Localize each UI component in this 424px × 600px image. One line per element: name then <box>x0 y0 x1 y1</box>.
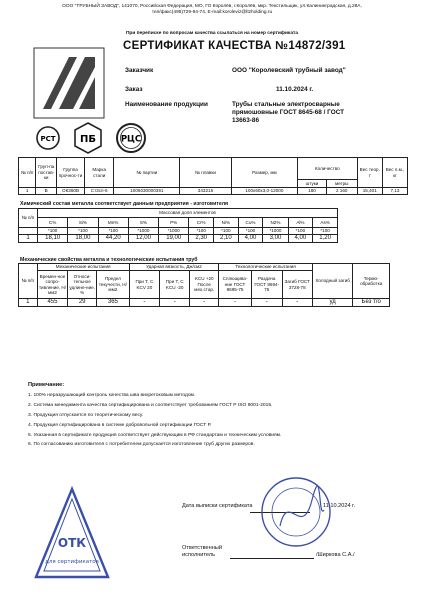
order-value: 11.10.2024 г. <box>276 86 314 93</box>
issue-date-value: 11.10.2024 г. <box>323 503 356 509</box>
svg-text:для сертификатов: для сертификатов <box>45 559 99 565</box>
company-logo <box>33 47 105 119</box>
mech-table: № п/п Механические испытания Ударная вязкость, Дж/см2 Технологические испытания Холодный загиб Термо-обработка Времен-ное сопро-тивление, Н/мм2 Относи-тельное удлине-ние, % Предел текучести, Н/мм2 При Т, С KCV 20 При Т, С KCU -20 KCU +20 После мех.стар. Сплющива-ние ГОСТ 8695-75 Раздача ГОСТ 8694-75 Загиб ГОСТ 3728-78 1 455 29 365 - - - - - - уд Без т/о <box>18 263 390 307</box>
certificate-title: СЕРТИФИКАТ КАЧЕСТВА №14872/391 <box>123 40 346 52</box>
customer-value: ООО "Королевский трубный завод" <box>232 67 346 74</box>
product-value: Трубы стальные электросварные прямошовные ГОСТ 8645-68 / ГОСТ 13663-86 <box>232 101 345 124</box>
svg-text:РЦС: РЦС <box>120 134 142 145</box>
company-seal <box>258 470 334 554</box>
note-item: 4. Продукция сертифицирована в системе добровольной сертификации ГОСТ Р. <box>28 422 212 428</box>
otk-stamp <box>32 485 112 581</box>
responsible-name: /Ширкова С.А./ <box>316 552 355 558</box>
responsible-signature-line <box>230 558 314 559</box>
table-row: 1 18,10 18,00 44,20 12,00 19,00 2,30 2,10 4,00 3,00 4,00 1,20 <box>19 235 338 243</box>
note-item: 1. 100% неразрушающий контроль качества шва вихретоковым методом. <box>28 392 196 398</box>
note-item: 3. Продукция отпускается по теоретическому весу. <box>28 412 144 418</box>
rcs-cert-icon <box>115 122 147 154</box>
header-contacts: тел/факс(495)729-94-74, E-mail:koroleviz@ltzholding.ru <box>151 10 273 16</box>
notes-heading: Примечание: <box>28 382 65 388</box>
svg-text:РСТ: РСТ <box>40 135 56 143</box>
company-header <box>0 4 424 16</box>
note-item: 2. Система менеджмента качества сертифицирована и соответствует требованиям ГОСТ Р ISO 9001-2015. <box>28 402 273 408</box>
svg-text:ПБ: ПБ <box>80 134 96 145</box>
table-row: 1 455 29 365 - - - - - - уд Без т/о <box>19 299 390 307</box>
note-item: 6. По согласованию изготовителя с потребителем допускается изготовление труб других размеров. <box>28 442 255 448</box>
note-item: 5. Указанная в сертификате продукция соответствует действующим в РФ стандартам и техническим условиям. <box>28 432 282 438</box>
mech-section-title: Механические свойства металла и технологические испытания труб <box>20 257 198 263</box>
notes-block <box>28 381 281 450</box>
rst-cert-icon <box>34 125 62 151</box>
responsible-label: Ответственный исполнитель <box>182 545 222 558</box>
chem-table: № п/п Массовая доля элементов С% Si% Mn% S% P% Cr% Ni% Cu% N2% Al% As% *100 *100 *100 *1000 *1000 *100 *100 *100 *1000 *100 *100 1 18,10 18,00 44,20 12,00 19,00 2,30 2,10 4,00 3,00 4,00 1,20 <box>18 208 338 243</box>
header-address: ООО "ТРУБНЫЙ ЗАВОД", 141070, Российская Федерация, МО, ГО Королёв, г.Королёв, мкр. Текстильщик, ул.Калининградская, д.28А, <box>62 4 362 9</box>
svg-text:ОТК: ОТК <box>57 536 87 550</box>
product-label: Наименование продукции <box>125 101 208 108</box>
table-row: 1 В ОК360В Ст3сп-5 1006030000391 343215 100х60х3,0-12000 180 2 160 15,401 7,13 <box>19 188 408 195</box>
chem-section-title: Химический состав металла соответствует данным предприятия - изготовителя <box>20 201 229 207</box>
product-table: № п/п Груп-па постав-ки Группа прочнос-ти Марка стали № партии № плавки Размер, мм Количество Вес теор. т Вес п.м., кг штуки метры 1 В ОК360В Ст3сп-5 1006030000391 343215 100х60х3,0-12000 180 2 160 15,401 7,13 <box>18 157 408 195</box>
header-reference-note: При переписке по вопросам качества ссылаться на номер сертификата <box>125 31 299 36</box>
pb-cert-icon <box>73 122 103 154</box>
order-label: Заказ <box>125 86 143 93</box>
issue-date-label: Дата выписки сертификата <box>182 503 253 509</box>
customer-label: Заказчик <box>125 67 154 74</box>
